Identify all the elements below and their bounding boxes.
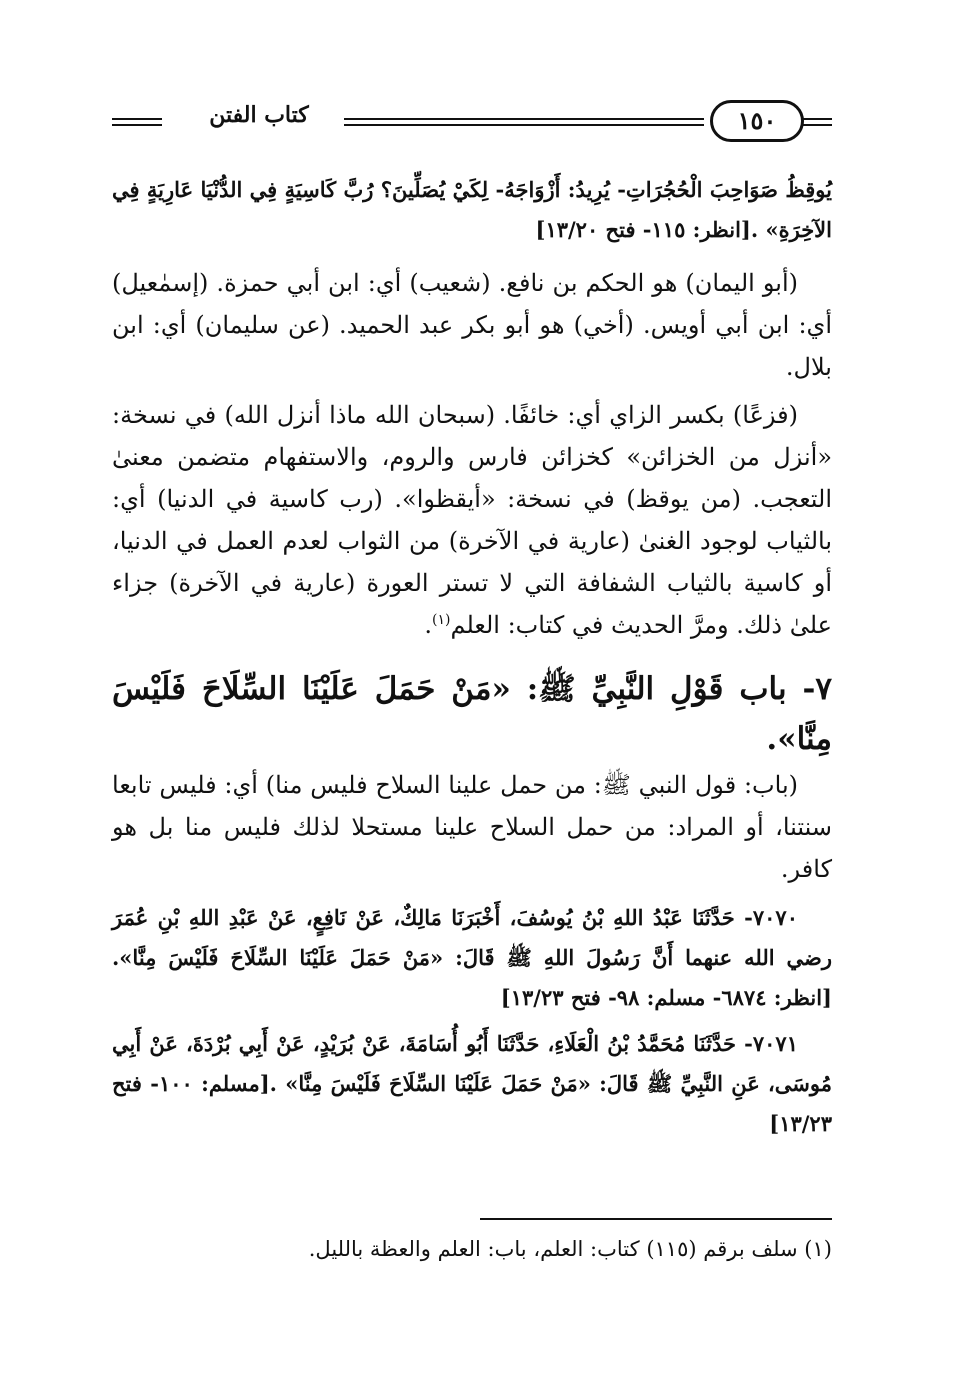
header-rule-left (112, 118, 162, 126)
hadith-7070-ref: [انظر: ٦٨٧٤- مسلم: ٩٨- فتح ١٣/٢٣] (500, 985, 832, 1010)
hadith-7070 (112, 898, 832, 1018)
main-text (112, 170, 832, 1144)
chapter-explanation: (باب: قول النبي ﷺ: من حمل علينا السلاح فليس منا) أي: فليس تابعا سنتنا، أو المراد: من حمل السلاح علينا مستحلا لذلك فليس منا بل هو كافر. (112, 771, 832, 883)
hadith-continuation (112, 170, 832, 250)
commentary-meaning (112, 394, 832, 646)
hadith-7071: ٧٠٧١- حَدَّثَنَا مُحَمَّدُ بْنُ الْعَلَاءِ، حَدَّثَنَا أَبُو أُسَامَةَ، عَنْ بُرَيْدٍ، عَنْ أَبِي بُرْدَةَ، عَنْ أَبِي مُوسَى، عَنِ النَّبِيِّ ﷺ قَالَ: «مَنْ حَمَلَ عَلَيْنَا السِّلَاحَ فَلَيْسَ مِنَّا» .[مسلم: ١٠٠- فتح ١٣/٢٣] (112, 1031, 832, 1136)
book-title: كتاب الفتن (209, 102, 309, 128)
running-header (112, 96, 832, 148)
hadith-7070-text: ٧٠٧٠- حَدَّثَنَا عَبْدُ اللهِ بْنُ يُوسُفَ، أَخْبَرَنَا مَالِكٌ، عَنْ نَافِعٍ، عَنْ عَبْدِ اللهِ بْنِ عُمَرَ رضي الله عنهما أَنَّ رَسُولَ اللهِ ﷺ قَالَ: «مَنْ حَمَلَ عَلَيْنَا السِّلَاحَ فَلَيْسَ مِنَّا». (112, 905, 832, 970)
commentary-meaning-end: . (424, 611, 433, 639)
commentary-narrators: (أبو اليمان) هو الحكم بن نافع. (شعيب) أي: ابن أبي حمزة. (إسمٰعيل) أي: ابن أبي أويس. (أخي) هو أبو بكر عبد الحميد. (عن سليمان) أي: ابن بلال. (112, 269, 832, 381)
footnote: (١) سلف برقم (١١٥) كتاب: العلم، باب: العلم والعظة بالليل. (308, 1237, 832, 1261)
header-rule-right (802, 118, 832, 126)
footnote-ref: (١) (432, 612, 451, 628)
header-rule-middle (344, 118, 704, 126)
hadith-line-2: فِي الآخِرَةِ» .[انظر: ١١٥- فتح ١٣/٢٠] (112, 177, 832, 242)
hadith-line-1: يُوقِظُ صَوَاحِبَ الْحُجُرَاتِ- يُرِيدُ: أَزْوَاجَهُ- لِكَيْ يُصَلِّينَ؟ رُبَّ كَاسِيَةٍ فِي الدُّنْيَا عَارِيَةٍ (146, 177, 832, 202)
chapter-heading: ٧- باب قَوْلِ النَّبِيِّ ﷺ: «مَنْ حَمَلَ عَلَيْنَا السِّلَاحَ فَلَيْسَ مِنَّا». (112, 671, 832, 757)
footnote-separator (480, 1218, 832, 1220)
commentary-meaning-text: (فزعًا) بكسر الزاي أي: خائفًا. (سبحان الله ماذا أنزل الله) في نسخة: «أنزل من الخزائن» كخزائن فارس والروم، والاستفهام متضمن معنىٰ التعجب. (من يوقظ) في نسخة: «أيقظوا». (رب كاسية في الدنيا) أي: بالثياب لوجود الغنىٰ (عارية في الآخرة) من الثواب لعدم العمل في الدنيا، أو كاسية بالثياب الشفافة التي لا تستر العورة (عارية في الآخرة) جزاء علىٰ ذلك. ومرَّ الحديث في كتاب: العلم (112, 401, 832, 639)
page-number-badge: ١٥٠ (710, 100, 804, 142)
